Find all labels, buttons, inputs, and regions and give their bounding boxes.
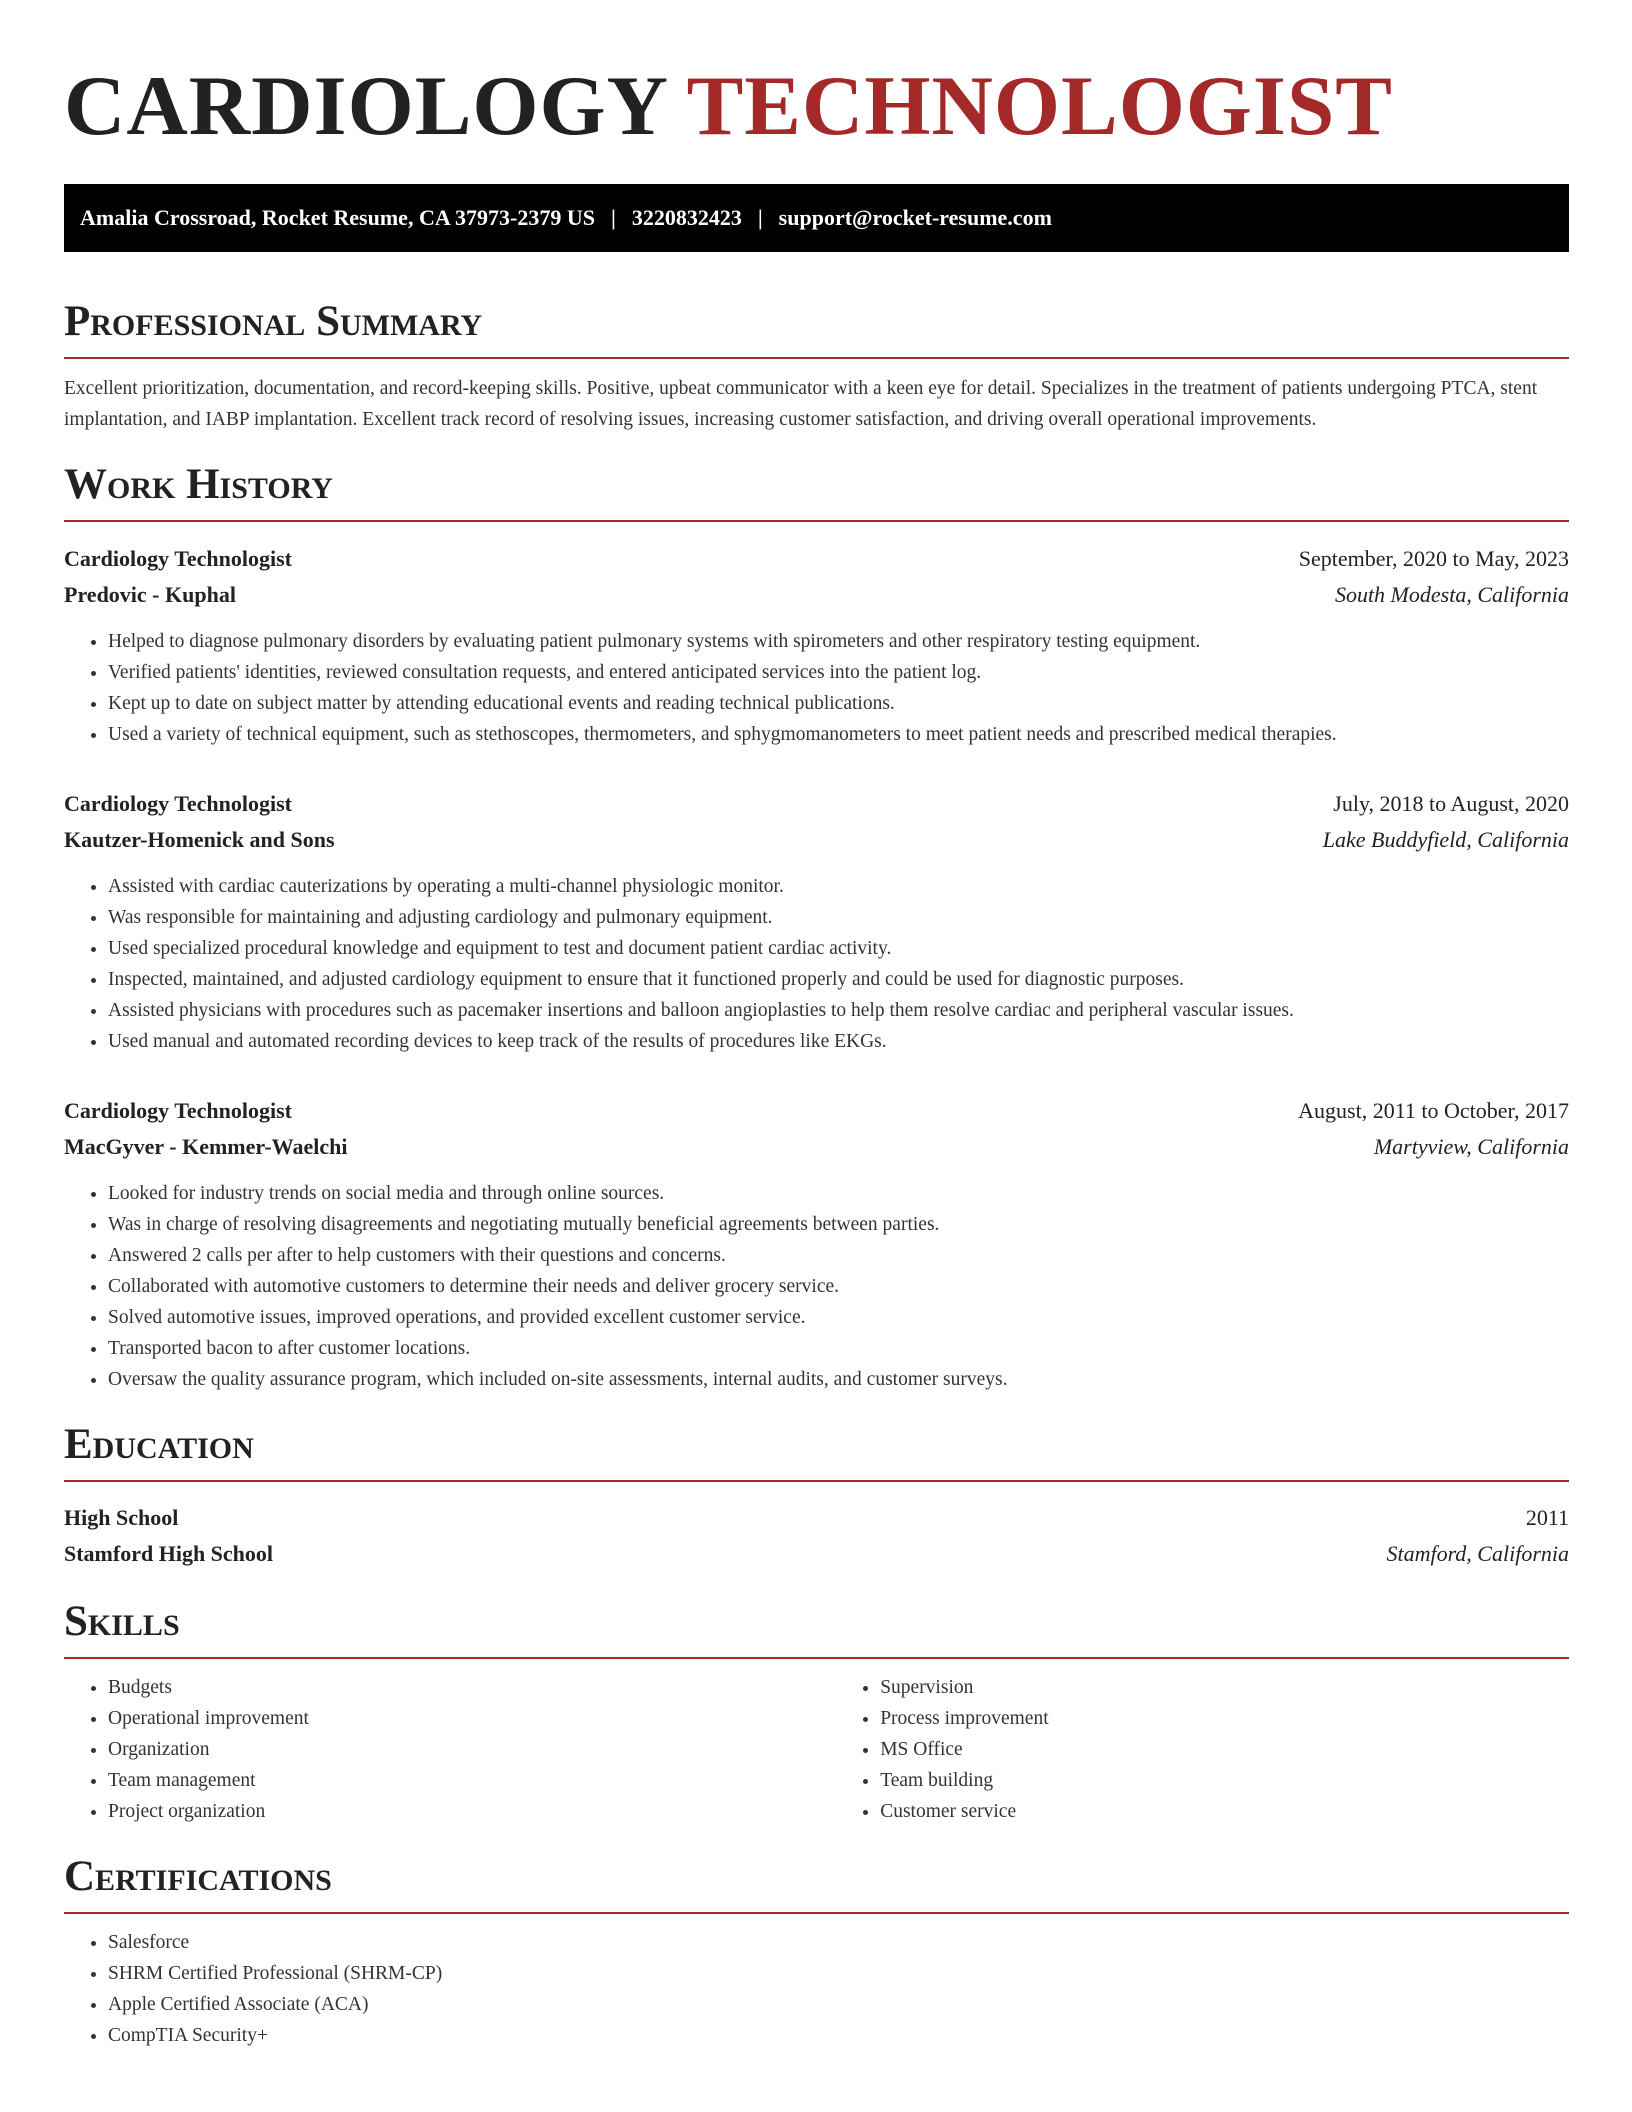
education-degree: High School bbox=[64, 1505, 179, 1530]
job-company-row bbox=[64, 1129, 1569, 1165]
job-company: Predovic - Kuphal bbox=[64, 582, 236, 607]
job-dates: September, 2020 to May, 2023 bbox=[1298, 546, 1569, 571]
certification-item: • SHRM Certified Professional (SHRM-CP) bbox=[108, 1958, 1569, 1989]
contact-email[interactable]: support@rocket-resume.com bbox=[778, 205, 1052, 230]
job-bullets bbox=[64, 1178, 1569, 1395]
job-bullet: • Collaborated with automotive customers to determine their needs and deliver grocery service. bbox=[108, 1271, 1569, 1302]
skill-item: • Budgets bbox=[108, 1672, 836, 1703]
certification-item: • CompTIA Security+ bbox=[108, 2020, 1569, 2051]
job-bullet: • Inspected, maintained, and adjusted cardiology equipment to ensure that it functioned properly and could be used for diagnostic purposes. bbox=[108, 964, 1569, 995]
job-location: South Modesta, California bbox=[1334, 582, 1569, 607]
skill-item: • Team building bbox=[880, 1765, 1569, 1796]
certifications-list bbox=[64, 1927, 1569, 2051]
job-dates: July, 2018 to August, 2020 bbox=[1333, 791, 1569, 816]
job-entry bbox=[64, 1093, 1569, 1395]
job-bullets bbox=[64, 871, 1569, 1057]
summary-text: Excellent prioritization, documentation, and record-keeping skills. Positive, upbeat communicator with a keen eye for detail. Specializes in the treatment of patients undergoing PTCA, stent implantation, and IABP implantation. Excellent track record of resolving issues, increasing customer satisfaction, and driving overall operational improvements. bbox=[64, 378, 1538, 430]
section-heading-certifications: Certifications bbox=[64, 1851, 1569, 1914]
section-heading-work-history: Work History bbox=[64, 459, 1569, 522]
education-school-row bbox=[64, 1536, 1569, 1572]
certification-item: • Salesforce bbox=[108, 1927, 1569, 1958]
skill-item: • Process improvement bbox=[880, 1703, 1569, 1734]
skills-columns bbox=[64, 1672, 1569, 1827]
skill-item: • Supervision bbox=[880, 1672, 1569, 1703]
skills-list-right bbox=[836, 1672, 1569, 1827]
skill-item: • Operational improvement bbox=[108, 1703, 836, 1734]
job-entry bbox=[64, 541, 1569, 750]
job-bullet: • Assisted with cardiac cauterizations by operating a multi-channel physiologic monitor. bbox=[108, 871, 1569, 902]
job-location: Martyview, California bbox=[1373, 1134, 1569, 1159]
contact-separator: | bbox=[757, 205, 763, 230]
skills-list-left bbox=[64, 1672, 836, 1827]
education-year: 2011 bbox=[1525, 1505, 1569, 1530]
skill-item: • Project organization bbox=[108, 1796, 836, 1827]
job-bullet: • Answered 2 calls per after to help customers with their questions and concerns. bbox=[108, 1240, 1569, 1271]
section-heading-summary: Professional Summary bbox=[64, 296, 1569, 359]
job-title-row bbox=[64, 786, 1569, 822]
skill-item: • Customer service bbox=[880, 1796, 1569, 1827]
education-location: Stamford, California bbox=[1386, 1541, 1569, 1566]
contact-address: Amalia Crossroad, Rocket Resume, CA 37973-2379 US bbox=[80, 205, 595, 230]
contact-bar bbox=[64, 184, 1569, 252]
job-title: Cardiology Technologist bbox=[64, 546, 292, 571]
job-title: Cardiology Technologist bbox=[64, 1098, 292, 1123]
skill-item: • Organization bbox=[108, 1734, 836, 1765]
job-bullet: • Was responsible for maintaining and adjusting cardiology and pulmonary equipment. bbox=[108, 902, 1569, 933]
section-heading-skills: Skills bbox=[64, 1596, 1569, 1659]
job-bullet: • Used specialized procedural knowledge and equipment to test and document patient cardiac activity. bbox=[108, 933, 1569, 964]
education-school: Stamford High School bbox=[64, 1541, 274, 1566]
job-bullet: • Looked for industry trends on social media and through online sources. bbox=[108, 1178, 1569, 1209]
job-bullet: • Assisted physicians with procedures such as pacemaker insertions and balloon angioplasties to help them resolve cardiac and peripheral vascular issues. bbox=[108, 995, 1569, 1026]
job-bullet: • Kept up to date on subject matter by attending educational events and reading technical publications. bbox=[108, 688, 1569, 719]
job-dates: August, 2011 to October, 2017 bbox=[1298, 1098, 1569, 1123]
title-part-2: TECHNOLOGIST bbox=[686, 59, 1393, 153]
job-company: Kautzer-Homenick and Sons bbox=[64, 827, 335, 852]
title-part-1: CARDIOLOGY bbox=[64, 59, 666, 153]
job-entry bbox=[64, 786, 1569, 1057]
skill-item: • Team management bbox=[108, 1765, 836, 1796]
job-title-row bbox=[64, 1093, 1569, 1129]
section-heading-education: Education bbox=[64, 1419, 1569, 1482]
resume-title bbox=[64, 56, 1569, 170]
job-bullet: • Solved automotive issues, improved operations, and provided excellent customer service. bbox=[108, 1302, 1569, 1333]
job-title-row bbox=[64, 541, 1569, 577]
job-bullet: • Used manual and automated recording devices to keep track of the results of procedures like EKGs. bbox=[108, 1026, 1569, 1057]
job-location: Lake Buddyfield, California bbox=[1322, 827, 1569, 852]
education-degree-row bbox=[64, 1500, 1569, 1536]
job-bullet: • Helped to diagnose pulmonary disorders by evaluating patient pulmonary systems with spirometers and other respiratory testing equipment. bbox=[108, 626, 1569, 657]
contact-separator: | bbox=[610, 205, 616, 230]
job-bullet: • Oversaw the quality assurance program, which included on-site assessments, internal audits, and customer surveys. bbox=[108, 1364, 1569, 1395]
job-bullets bbox=[64, 626, 1569, 750]
education-entry bbox=[64, 1500, 1569, 1572]
job-bullet: • Verified patients' identities, reviewed consultation requests, and entered anticipated services into the patient log. bbox=[108, 657, 1569, 688]
job-company-row bbox=[64, 822, 1569, 858]
job-title: Cardiology Technologist bbox=[64, 791, 292, 816]
job-company: MacGyver - Kemmer-Waelchi bbox=[64, 1134, 348, 1159]
job-bullet: • Used a variety of technical equipment, such as stethoscopes, thermometers, and sphygmomanometers to meet patient needs and prescribed medical therapies. bbox=[108, 719, 1569, 750]
job-bullet: • Transported bacon to after customer locations. bbox=[108, 1333, 1569, 1364]
job-company-row bbox=[64, 577, 1569, 613]
contact-phone[interactable]: 3220832423 bbox=[631, 205, 742, 230]
skill-item: • MS Office bbox=[880, 1734, 1569, 1765]
certification-item: • Apple Certified Associate (ACA) bbox=[108, 1989, 1569, 2020]
job-bullet: • Was in charge of resolving disagreements and negotiating mutually beneficial agreements between parties. bbox=[108, 1209, 1569, 1240]
